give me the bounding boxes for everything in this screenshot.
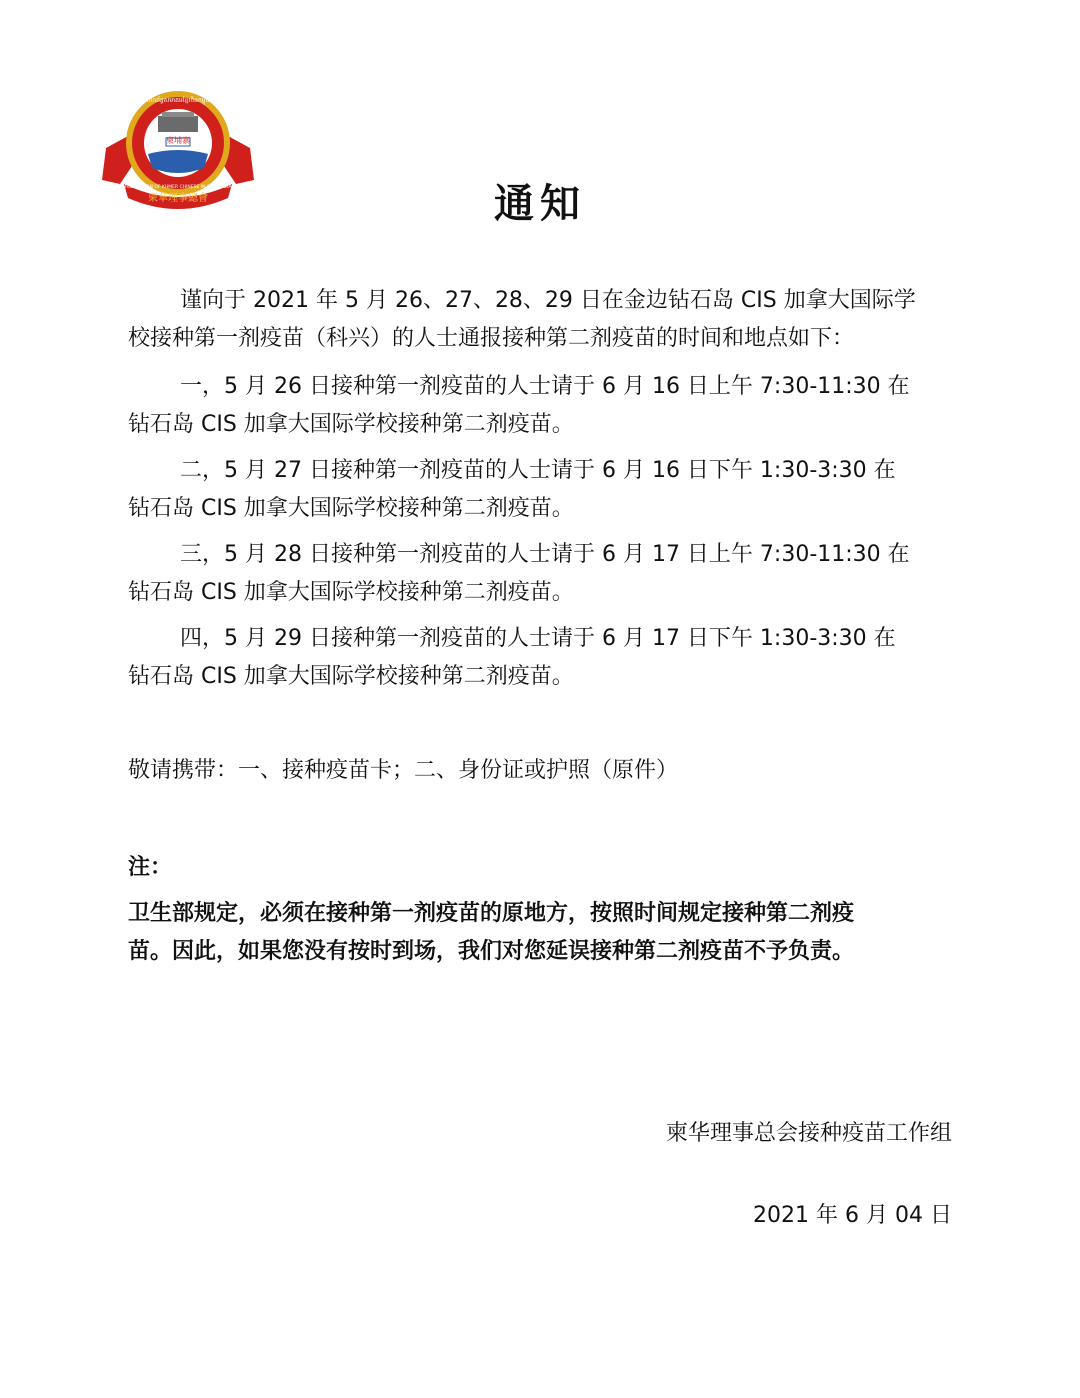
schedule-item-line-2: 钻石岛 CIS 加拿大国际学校接种第二剂疫苗。 <box>128 580 574 605</box>
schedule-item-line-1: 二，5 月 27 日接种第一剂疫苗的人士请于 6 月 16 日下午 1:30-3:30 在 <box>180 458 896 483</box>
schedule-item-2 <box>128 452 958 528</box>
notice-date: 2021 年 6 月 04 日 <box>753 1203 952 1228</box>
note-line-1: 卫生部规定，必须在接种第一剂疫苗的原地方，按照时间规定接种第二剂疫 <box>128 901 855 926</box>
logo-ring-text: FEDERATION OF KHMER CHINESE IN CAMBODIA <box>124 185 232 190</box>
logo-ribbon-text: 柬華理事總會 <box>148 193 208 204</box>
schedule-item-line-2: 钻石岛 CIS 加拿大国际学校接种第二剂疫苗。 <box>128 664 574 689</box>
schedule-item-4 <box>128 620 958 696</box>
intro-paragraph <box>128 282 958 358</box>
schedule-item-3 <box>128 536 958 612</box>
schedule-item-1 <box>128 368 958 444</box>
note-line-2: 苗。因此，如果您没有按时到场，我们对您延误接种第二剂疫苗不予负责。 <box>128 939 855 964</box>
signature: 柬华理事总会接种疫苗工作组 <box>665 1121 952 1146</box>
schedule-item-line-2: 钻石岛 CIS 加拿大国际学校接种第二剂疫苗。 <box>128 496 574 521</box>
note-text <box>128 895 968 971</box>
logo-building <box>158 116 198 132</box>
schedule-item-line-2: 钻石岛 CIS 加拿大国际学校接种第二剂疫苗。 <box>128 412 574 437</box>
intro-line-1: 谨向于 2021 年 5 月 26、27、28、29 日在金边钻石岛 CIS 加拿大国际学 <box>180 288 916 313</box>
schedule-item-line-1: 四，5 月 29 日接种第一剂疫苗的人士请于 6 月 17 日下午 1:30-3:30 在 <box>180 626 896 651</box>
intro-line-2: 校接种第一剂疫苗（科兴）的人士通报接种第二剂疫苗的时间和地点如下： <box>128 326 855 351</box>
logo-top-text: សហព័ន្ធសមាគមខ្មែរចិនកម្ពុជា <box>144 97 212 104</box>
bring-items: 敬请携带：一、接种疫苗卡；二、身份证或护照（原件） <box>128 758 679 783</box>
schedule-item-line-1: 三，5 月 28 日接种第一剂疫苗的人士请于 6 月 17 日上午 7:30-11:30 在 <box>180 542 910 567</box>
notice-title: 通知 <box>494 181 586 227</box>
note-label: 注： <box>128 855 173 880</box>
logo-water <box>148 150 208 173</box>
schedule-item-line-1: 一，5 月 26 日接种第一剂疫苗的人士请于 6 月 16 日上午 7:30-11:30 在 <box>180 374 910 399</box>
logo-center-label: 柬埔寨 <box>166 136 190 145</box>
